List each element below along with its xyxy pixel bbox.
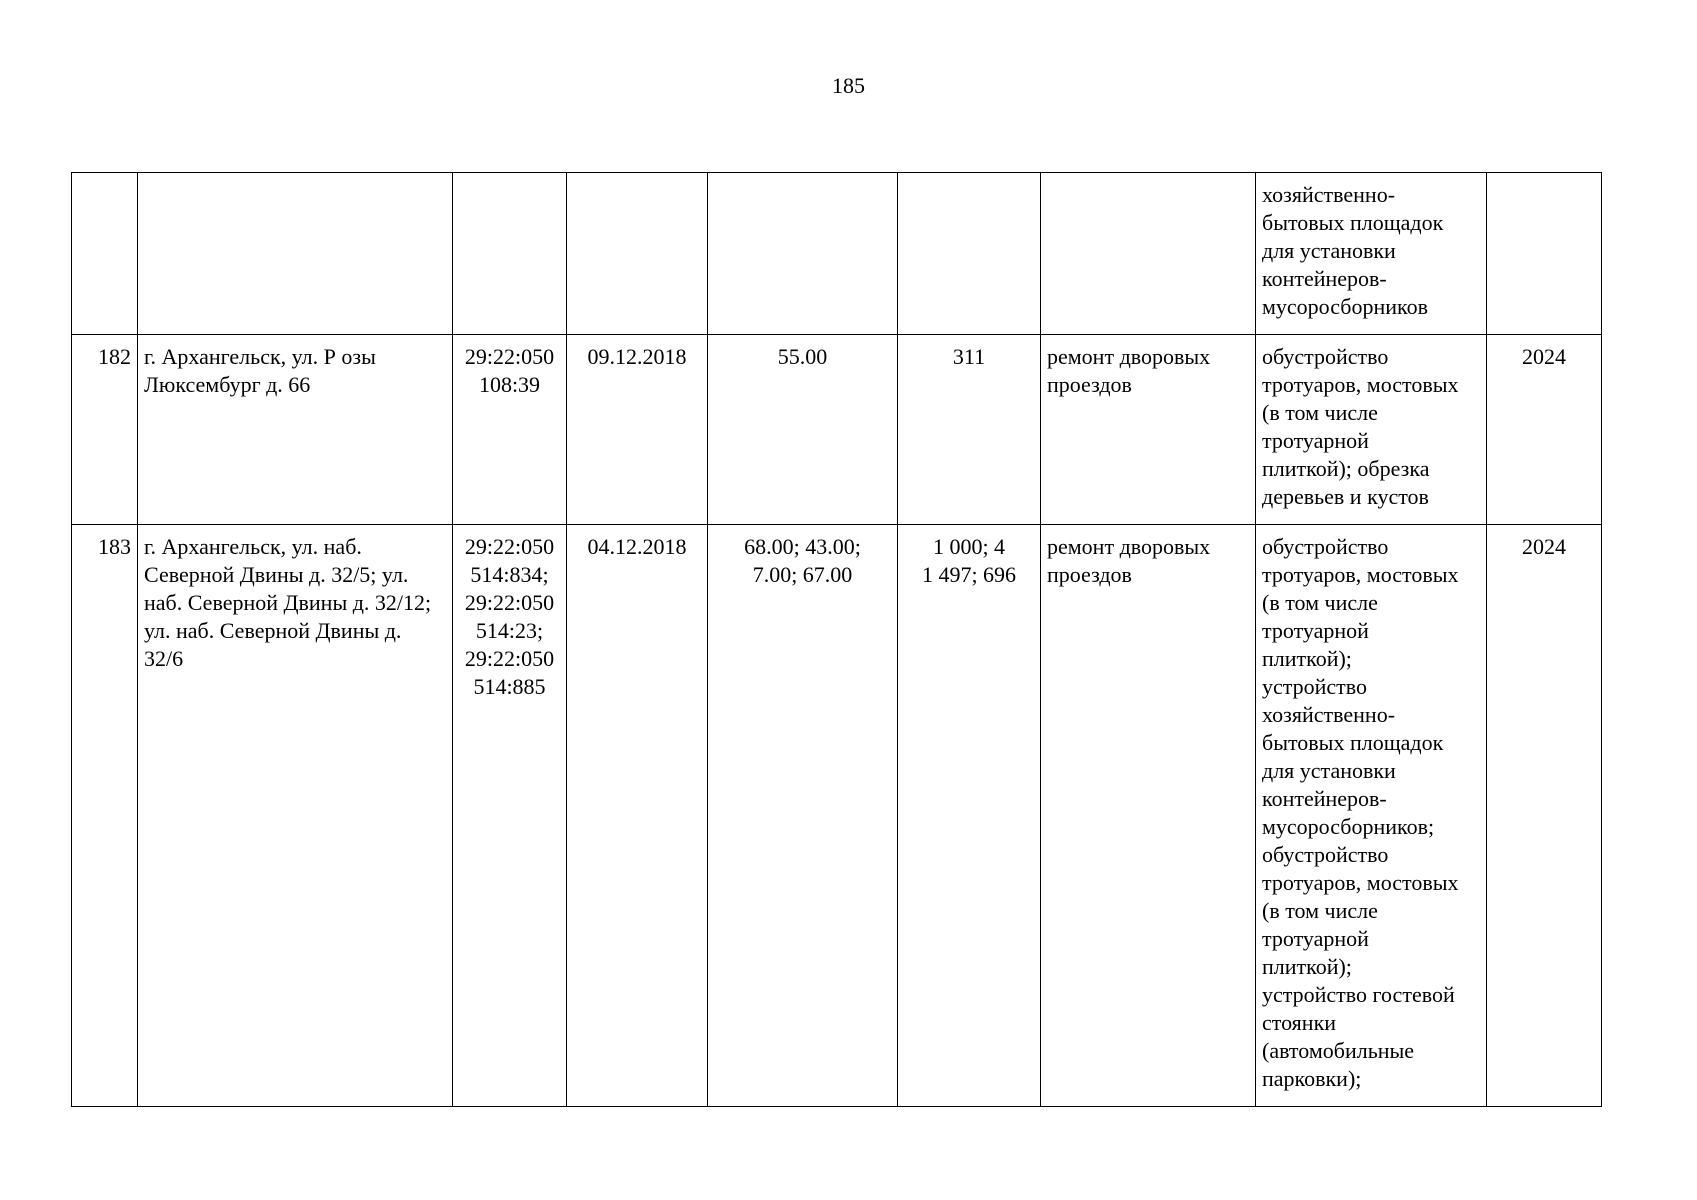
cell-cadastral-number: 29:22:050 514:834; 29:22:050 514:23; 29:22:050 514:885 bbox=[453, 525, 567, 1107]
cell-minimum-works bbox=[1041, 173, 1256, 335]
cell-residents: 311 bbox=[898, 335, 1041, 525]
page-number: 185 bbox=[832, 73, 865, 98]
cell-area: 68.00; 43.00; 7.00; 67.00 bbox=[708, 525, 898, 1107]
cell-cadastral-number bbox=[453, 173, 567, 335]
cell-additional-works: обустройство тротуаров, мостовых (в том числе тротуарной плиткой); устройство хозяйственно- бытовых площадок для установки контейнеров- мусоросборников; обустройство тротуаров, мостовых (в том числе тротуарной плиткой); устройство гостевой стоянки (автомобильные парковки); bbox=[1256, 525, 1487, 1107]
cell-additional-works: хозяйственно- бытовых площадок для установки контейнеров- мусоросборников bbox=[1256, 173, 1487, 335]
cell-date: 04.12.2018 bbox=[567, 525, 708, 1107]
table-row bbox=[72, 335, 1602, 525]
cell-number: 183 bbox=[72, 525, 138, 1107]
cell-number: 182 bbox=[72, 335, 138, 525]
cell-residents: 1 000; 4 1 497; 696 bbox=[898, 525, 1041, 1107]
cell-address: г. Архангельск, ул. наб. Северной Двины д. 32/5; ул. наб. Северной Двины д. 32/12; ул. наб. Северной Двины д. 32/6 bbox=[138, 525, 453, 1107]
cell-area: 55.00 bbox=[708, 335, 898, 525]
cell-number bbox=[72, 173, 138, 335]
cell-address bbox=[138, 173, 453, 335]
cell-cadastral-number: 29:22:050 108:39 bbox=[453, 335, 567, 525]
cell-area bbox=[708, 173, 898, 335]
cell-date: 09.12.2018 bbox=[567, 335, 708, 525]
cell-minimum-works: ремонт дворовых проездов bbox=[1041, 525, 1256, 1107]
cell-residents bbox=[898, 173, 1041, 335]
table-row bbox=[72, 173, 1602, 335]
table-row bbox=[72, 525, 1602, 1107]
cell-year: 2024 bbox=[1487, 335, 1602, 525]
cell-address: г. Архангельск, ул. Р озы Люксембург д. 66 bbox=[138, 335, 453, 525]
cell-year: 2024 bbox=[1487, 525, 1602, 1107]
cell-year bbox=[1487, 173, 1602, 335]
cell-minimum-works: ремонт дворовых проездов bbox=[1041, 335, 1256, 525]
registry-table bbox=[71, 172, 1602, 1107]
cell-date bbox=[567, 173, 708, 335]
cell-additional-works: обустройство тротуаров, мостовых (в том числе тротуарной плиткой); обрезка деревьев и кустов bbox=[1256, 335, 1487, 525]
